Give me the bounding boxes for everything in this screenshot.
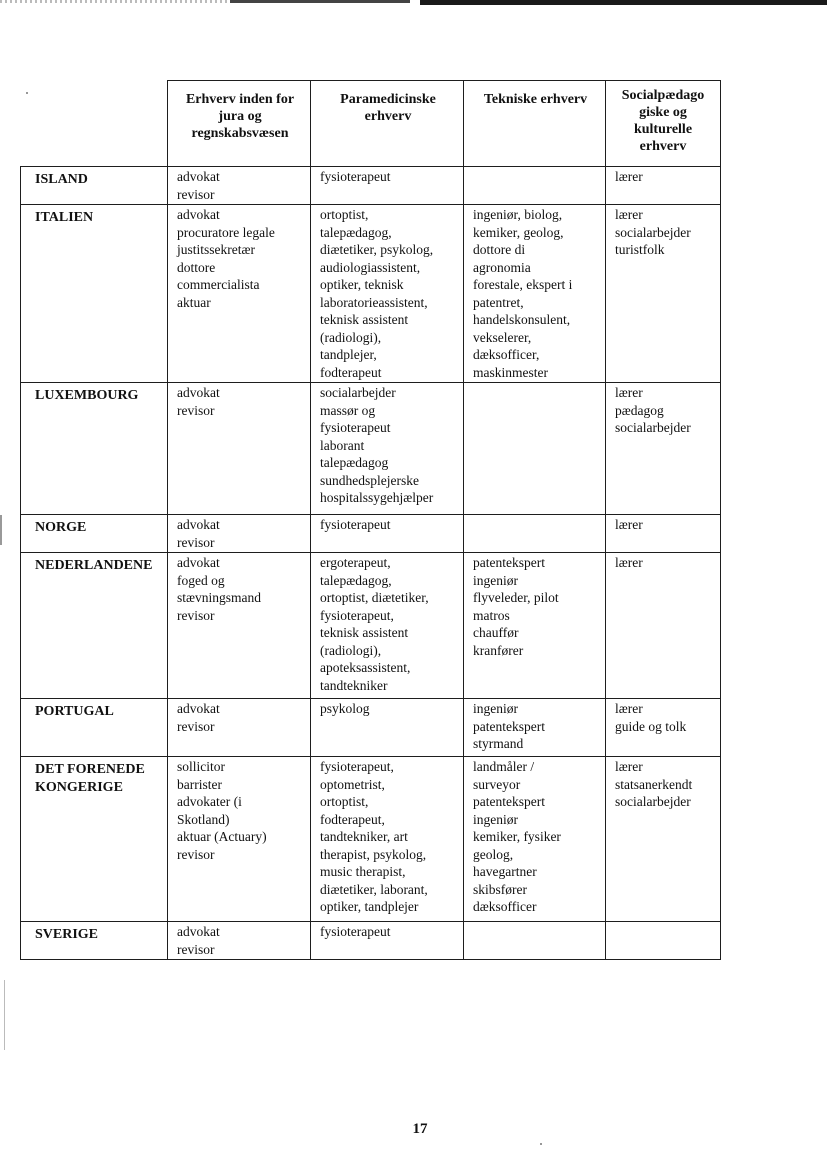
cell-line: havegartner	[473, 864, 537, 879]
cell-line: revisor	[177, 941, 215, 957]
table-row	[21, 383, 721, 515]
cell-line: kemiker, geolog,	[473, 224, 564, 240]
cell-line: ortoptist,	[320, 794, 369, 809]
cell-jura	[168, 205, 311, 383]
cell-line: guide og tolk	[615, 718, 687, 734]
cell-line: aktuar	[177, 294, 211, 310]
cell-line: dottore	[177, 259, 216, 275]
cell-line: ingeniør	[473, 572, 518, 588]
cell-line: lærer	[615, 555, 643, 570]
country-cell: ISLAND	[21, 167, 168, 205]
cell-line: barrister	[177, 776, 222, 792]
cell-social	[606, 205, 721, 383]
cell-jura	[168, 922, 311, 960]
cell-jura	[168, 757, 311, 922]
cell-line: agronomia	[473, 259, 531, 275]
cell-line: talepædagog,	[320, 224, 392, 240]
cell-line: fysioterapeut,	[320, 759, 394, 774]
cell-line: revisor	[177, 186, 215, 202]
table-row	[21, 757, 721, 922]
cell-line: chauffør	[473, 625, 519, 640]
cell-line: aktuar (Actuary)	[177, 829, 267, 844]
cell-line: advokat	[177, 517, 220, 532]
col-header-paramedicinske: Paramedicinske erhverv	[311, 81, 464, 167]
cell-line: lærer	[615, 701, 643, 716]
cell-line: revisor	[177, 718, 215, 734]
cell-line: therapist, psykolog,	[320, 846, 427, 862]
cell-social	[606, 515, 721, 553]
cell-line: advokat	[177, 207, 220, 222]
cell-paramedicinske	[311, 515, 464, 553]
cell-paramedicinske	[311, 167, 464, 205]
cell-paramedicinske	[311, 553, 464, 699]
cell-line: matros	[473, 607, 510, 623]
cell-line: dottore di	[473, 242, 526, 257]
cell-line: landmåler /	[473, 759, 535, 774]
cell-line: vekselerer,	[473, 329, 532, 345]
cell-tekniske	[464, 553, 606, 699]
cell-line: revisor	[177, 534, 215, 550]
cell-line: talepædagog,	[320, 572, 392, 588]
cell-jura	[168, 553, 311, 699]
cell-line: fodterapeut	[320, 364, 382, 380]
cell-line: teknisk assistent	[320, 312, 409, 327]
cell-line: lærer	[615, 759, 643, 774]
cell-line: forestale, ekspert i	[473, 277, 573, 292]
cell-social	[606, 167, 721, 205]
cell-line: sollicitor	[177, 759, 225, 774]
cell-line: fysioterapeut	[320, 169, 391, 184]
cell-line: commercialista	[177, 277, 260, 292]
cell-line: advokat	[177, 924, 220, 939]
cell-tekniske	[464, 515, 606, 553]
cell-line: styrmand	[473, 736, 524, 751]
cell-jura	[168, 515, 311, 553]
cell-line: ingeniør	[473, 811, 518, 827]
cell-line: lærer	[615, 385, 643, 400]
cell-social	[606, 553, 721, 699]
professions-table	[20, 80, 721, 960]
table-row	[21, 167, 721, 205]
col-header-jura: Erhverv inden for jura og regnskabsvæsen	[168, 81, 311, 167]
cell-paramedicinske	[311, 383, 464, 515]
cell-tekniske	[464, 922, 606, 960]
cell-line: ortoptist, diætetiker,	[320, 590, 429, 605]
page-number: 17	[412, 1121, 428, 1137]
cell-line: Skotland)	[177, 811, 230, 827]
cell-line: ortoptist,	[320, 207, 369, 222]
cell-line: foged og	[177, 572, 225, 588]
col-header-tekniske: Tekniske erhverv	[464, 81, 606, 167]
cell-line: music therapist,	[320, 864, 406, 879]
cell-line: teknisk assistent	[320, 625, 409, 640]
cell-line: fysioterapeut	[320, 517, 391, 532]
table-corner-cell	[21, 81, 168, 167]
cell-line: stævningsmand	[177, 590, 262, 605]
country-cell: PORTUGAL	[21, 699, 168, 757]
cell-line: handelskonsulent,	[473, 312, 571, 327]
cell-line: statsanerkendt	[615, 776, 693, 792]
cell-line: geolog,	[473, 846, 514, 862]
table-row	[21, 205, 721, 383]
cell-line: tandtekniker, art	[320, 829, 408, 844]
cell-line: socialarbejder	[615, 794, 691, 809]
cell-line: surveyor	[473, 776, 521, 792]
cell-line: ingeniør	[473, 701, 518, 716]
cell-line: advokat	[177, 169, 220, 184]
country-cell: NEDERLANDENE	[21, 553, 168, 699]
cell-line: psykolog	[320, 701, 370, 716]
cell-line: socialarbejder	[615, 420, 691, 435]
cell-line: hospitalssygehjælper	[320, 490, 434, 505]
cell-paramedicinske	[311, 922, 464, 960]
cell-line: dæksofficer	[473, 899, 537, 914]
cell-line: laborant	[320, 437, 365, 453]
table-body	[21, 167, 721, 960]
cell-line: socialarbejder	[615, 224, 691, 240]
country-cell: SVERIGE	[21, 922, 168, 960]
cell-line: lærer	[615, 517, 643, 532]
cell-line: laboratorieassistent,	[320, 294, 428, 310]
cell-tekniske	[464, 757, 606, 922]
cell-line: turistfolk	[615, 242, 665, 257]
cell-paramedicinske	[311, 699, 464, 757]
cell-line: fodterapeut,	[320, 811, 385, 827]
cell-line: diætetiker, psykolog,	[320, 242, 434, 257]
cell-line: dæksofficer,	[473, 347, 540, 362]
cell-tekniske	[464, 383, 606, 515]
cell-line: lærer	[615, 169, 643, 184]
cell-line: kemiker, fysiker	[473, 829, 561, 844]
cell-line: optiker, teknisk	[320, 277, 404, 292]
cell-line: tandtekniker	[320, 677, 388, 693]
cell-line: patentekspert	[473, 718, 545, 734]
cell-line: ergoterapeut,	[320, 555, 391, 570]
cell-line: optometrist,	[320, 776, 385, 792]
country-cell: DET FORENEDE KONGERIGE	[21, 757, 168, 922]
cell-line: apoteksassistent,	[320, 660, 411, 675]
scan-left-edge-mark	[0, 515, 2, 545]
cell-jura	[168, 383, 311, 515]
scan-speck	[540, 1143, 542, 1145]
cell-tekniske	[464, 167, 606, 205]
cell-line: sundhedsplejerske	[320, 472, 419, 488]
cell-line: advokat	[177, 385, 220, 400]
cell-line: revisor	[177, 402, 215, 418]
cell-line: fysioterapeut	[320, 420, 391, 435]
table-header-row	[21, 81, 721, 167]
table-row	[21, 515, 721, 553]
cell-line: pædagog	[615, 402, 664, 418]
country-cell: ITALIEN	[21, 205, 168, 383]
cell-line: patentret,	[473, 294, 524, 310]
cell-line: patentekspert	[473, 794, 545, 809]
cell-line: (radiologi),	[320, 329, 382, 345]
cell-line: massør og	[320, 402, 376, 418]
cell-line: lærer	[615, 207, 643, 222]
cell-line: patentekspert	[473, 555, 545, 570]
col-header-social: Socialpædago giske og kulturelle erhverv	[606, 81, 721, 167]
cell-line: maskinmester	[473, 364, 548, 380]
cell-line: talepædagog	[320, 455, 389, 470]
cell-line: socialarbejder	[320, 385, 396, 400]
scan-left-edge-mark	[4, 980, 5, 1050]
cell-jura	[168, 167, 311, 205]
cell-social	[606, 922, 721, 960]
scan-top-edge	[0, 0, 827, 8]
cell-social	[606, 699, 721, 757]
cell-tekniske	[464, 205, 606, 383]
table-row	[21, 922, 721, 960]
cell-line: fysioterapeut,	[320, 607, 394, 623]
cell-line: tandplejer,	[320, 347, 377, 362]
cell-line: revisor	[177, 846, 215, 862]
cell-line: fysioterapeut	[320, 924, 391, 939]
cell-social	[606, 757, 721, 922]
cell-line: procuratore legale	[177, 224, 275, 240]
cell-line: (radiologi),	[320, 642, 382, 658]
table-row	[21, 699, 721, 757]
cell-tekniske	[464, 699, 606, 757]
cell-social	[606, 383, 721, 515]
cell-line: flyveleder, pilot	[473, 590, 559, 605]
cell-line: advokat	[177, 701, 220, 716]
cell-line: justitssekretær	[177, 242, 255, 257]
country-cell: LUXEMBOURG	[21, 383, 168, 515]
cell-jura	[168, 699, 311, 757]
cell-paramedicinske	[311, 205, 464, 383]
cell-line: optiker, tandplejer	[320, 899, 419, 914]
cell-line: diætetiker, laborant,	[320, 881, 428, 897]
cell-line: kranfører	[473, 642, 524, 658]
table-row	[21, 553, 721, 699]
cell-line: advokat	[177, 555, 220, 570]
cell-line: ingeniør, biolog,	[473, 207, 563, 222]
country-cell: NORGE	[21, 515, 168, 553]
cell-line: advokater (i	[177, 794, 242, 809]
cell-line: skibsfører	[473, 881, 527, 897]
cell-paramedicinske	[311, 757, 464, 922]
cell-line: audiologiassistent,	[320, 259, 421, 275]
cell-line: revisor	[177, 607, 215, 623]
